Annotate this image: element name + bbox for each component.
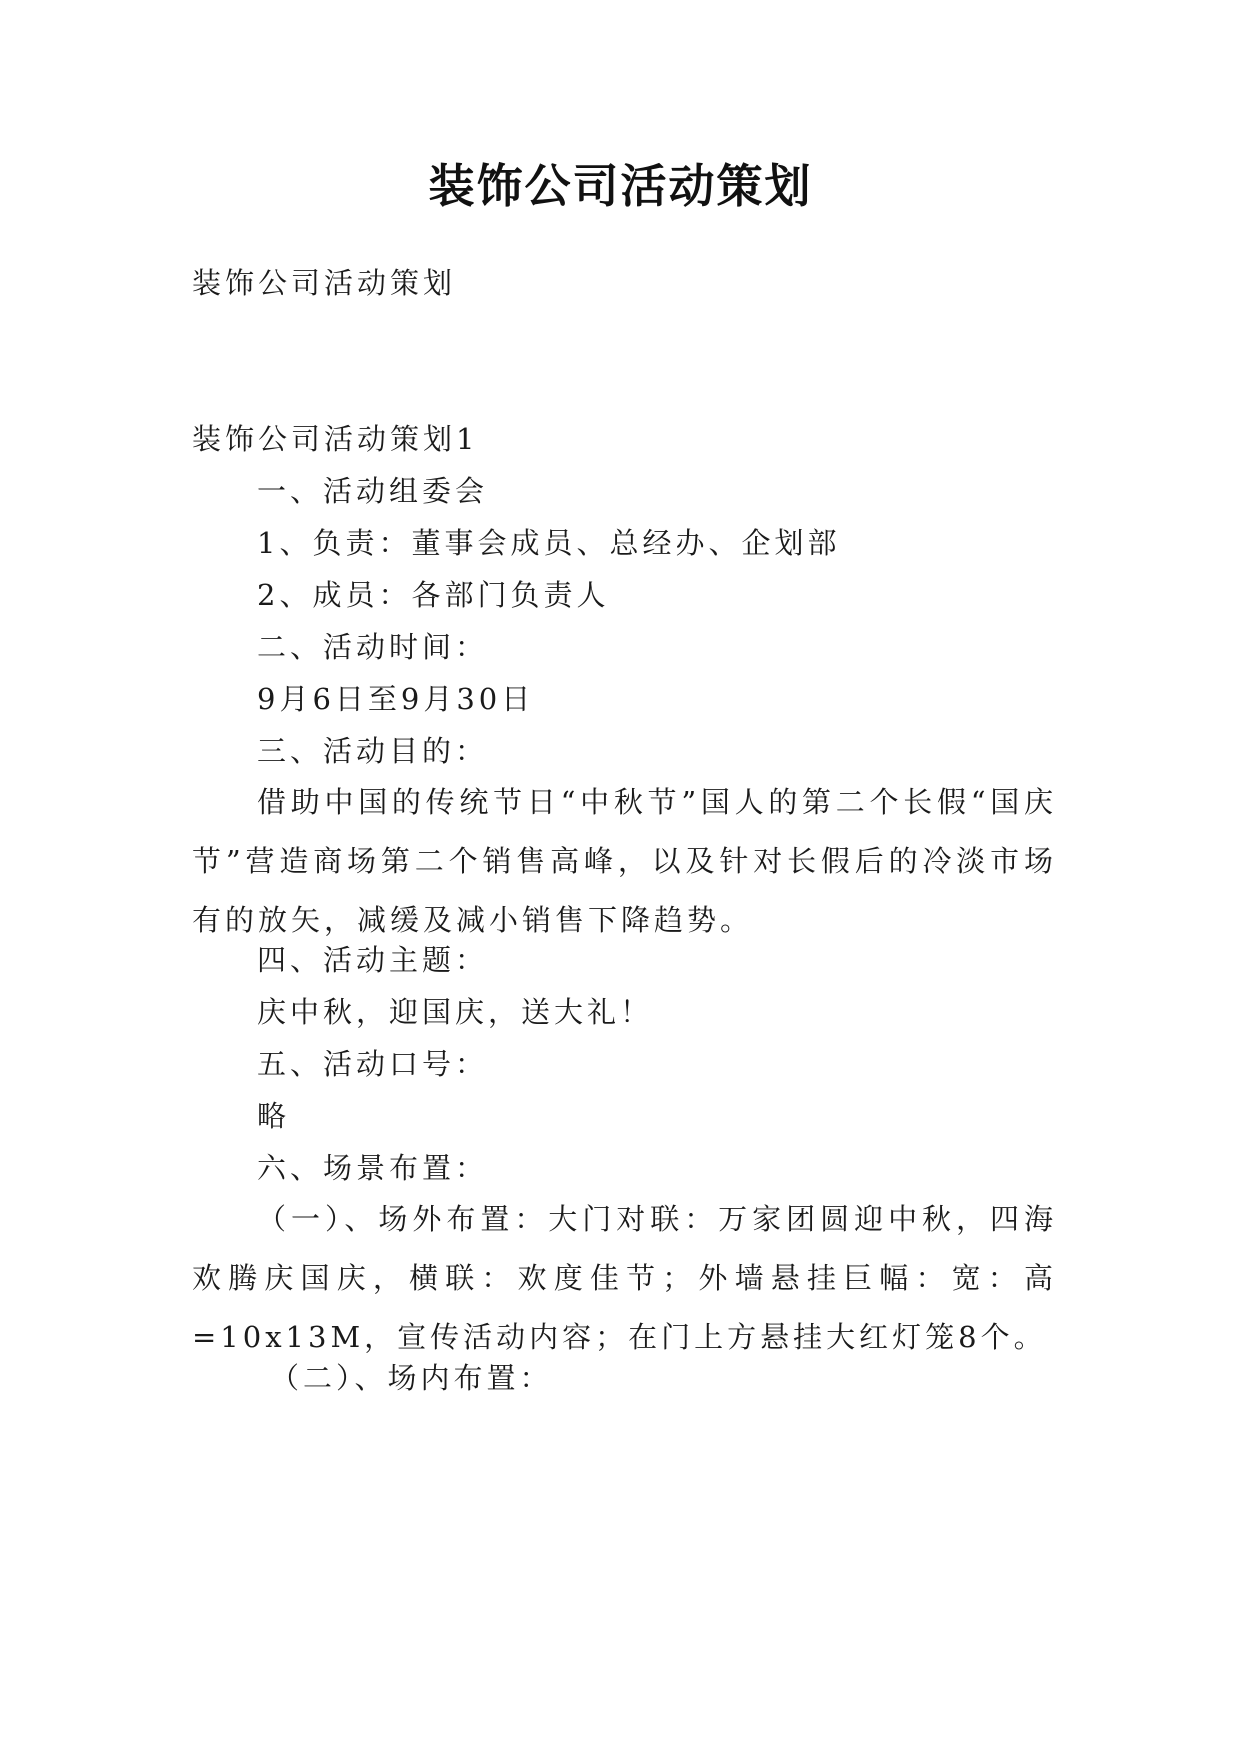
responsible-line: 1、负责：董事会成员、总经办、企划部 [257, 526, 841, 560]
outdoor-paragraph: （一）、场外布置：大门对联：万家团圆迎中秋，四海欢腾庆国庆，横联：欢度佳节；外墙悬挂巨幅：宽：高=10x13M，宣传活动内容；在门上方悬挂大红灯笼8个。 [192, 1202, 1057, 1354]
members-line: 2、成员：各部门负责人 [257, 578, 610, 612]
document-subtitle: 装饰公司活动策划 [192, 266, 457, 300]
purpose-paragraph: 借助中国的传统节日“中秋节”国人的第二个长假“国庆节”营造商场第二个销售高峰，以及针对长假后的冷淡市场有的放矢，减缓及减小销售下降趋势。 [192, 785, 1057, 937]
purpose-heading: 三、活动目的： [257, 734, 489, 768]
committee-heading: 一、活动组委会 [257, 474, 489, 508]
section-heading: 装饰公司活动策划1 [192, 422, 479, 456]
time-heading: 二、活动时间： [257, 630, 489, 664]
scene-heading: 六、场景布置： [257, 1151, 489, 1185]
slogan-heading: 五、活动口号： [257, 1047, 489, 1081]
theme-heading: 四、活动主题： [257, 943, 489, 977]
time-value: 9月6日至9月30日 [257, 682, 535, 716]
theme-value: 庆中秋，迎国庆，送大礼！ [257, 995, 654, 1029]
document-title: 装饰公司活动策划 [428, 159, 813, 213]
indoor-heading: （二）、场内布置： [270, 1361, 553, 1395]
slogan-value: 略 [257, 1099, 291, 1133]
